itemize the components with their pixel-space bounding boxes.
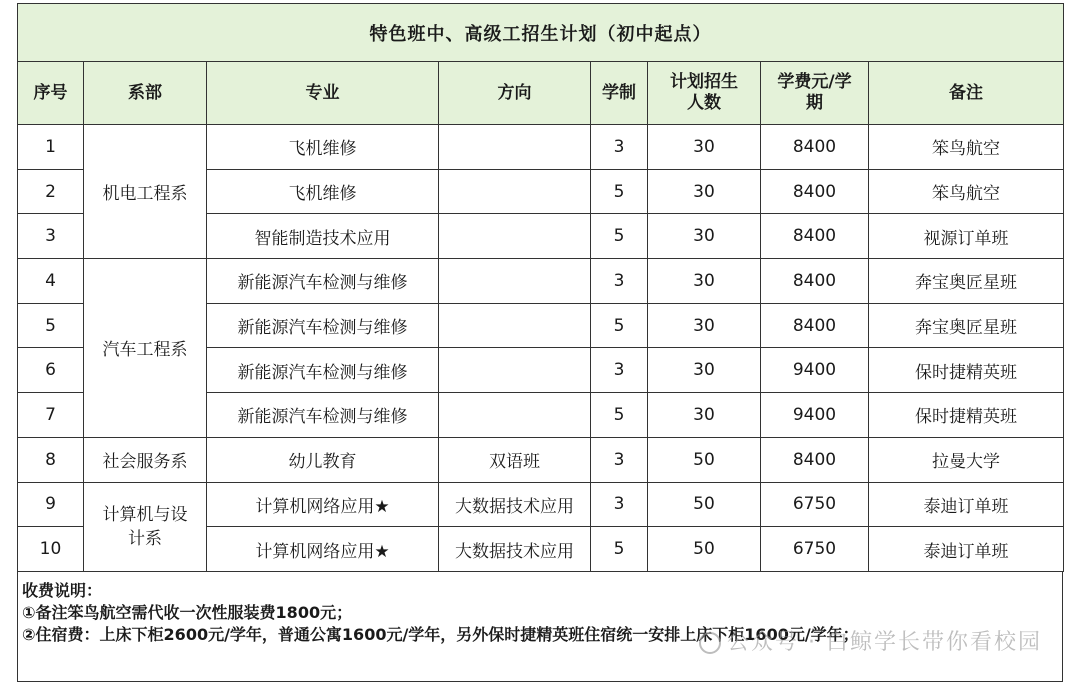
cell-note: 泰迪订单班 [869, 482, 1064, 527]
cell-note: 保时捷精英班 [869, 348, 1064, 393]
cell-index: 2 [18, 169, 84, 214]
cell-duration: 3 [591, 125, 648, 170]
cell-index: 8 [18, 437, 84, 482]
cell-plan: 30 [648, 214, 761, 259]
cell-duration: 5 [591, 527, 648, 572]
cell-fee: 6750 [761, 482, 869, 527]
notes-line-2: ②住宿费：上床下柜2600元/学年，普通公寓1600元/学年，另外保时捷精英班住宿统一安排上床下柜1600元/学年； [22, 624, 859, 644]
table-row [18, 437, 1064, 482]
cell-index: 6 [18, 348, 84, 393]
cell-department: 计算机与设计系 [84, 482, 207, 571]
cell-fee: 8400 [761, 259, 869, 304]
cell-note: 拉曼大学 [869, 437, 1064, 482]
cell-direction [439, 303, 591, 348]
cell-plan: 30 [648, 125, 761, 170]
cell-note: 奔宝奥匠星班 [869, 303, 1064, 348]
cell-duration: 3 [591, 437, 648, 482]
cell-department: 社会服务系 [84, 437, 207, 482]
table-row [18, 125, 1064, 170]
cell-duration: 5 [591, 214, 648, 259]
cell-direction [439, 348, 591, 393]
cell-fee: 6750 [761, 527, 869, 572]
cell-note: 笨鸟航空 [869, 125, 1064, 170]
cell-direction: 大数据技术应用 [439, 482, 591, 527]
cell-plan: 50 [648, 527, 761, 572]
cell-note: 奔宝奥匠星班 [869, 259, 1064, 304]
fee-notes [17, 572, 1063, 682]
cell-fee: 9400 [761, 393, 869, 438]
watermark [699, 629, 1042, 655]
cell-duration: 3 [591, 259, 648, 304]
wechat-icon [699, 632, 721, 654]
cell-fee: 8400 [761, 169, 869, 214]
cell-duration: 5 [591, 303, 648, 348]
cell-plan: 50 [648, 482, 761, 527]
header-department: 系部 [84, 62, 207, 125]
cell-duration: 3 [591, 482, 648, 527]
enrollment-table [17, 3, 1064, 572]
cell-plan: 30 [648, 303, 761, 348]
cell-plan: 30 [648, 169, 761, 214]
cell-direction [439, 393, 591, 438]
header-fee: 学费元/学期 [761, 62, 869, 125]
cell-department: 机电工程系 [84, 125, 207, 259]
cell-department: 汽车工程系 [84, 259, 207, 438]
cell-major: 计算机网络应用★ [207, 527, 439, 572]
cell-fee: 9400 [761, 348, 869, 393]
cell-major: 智能制造技术应用 [207, 214, 439, 259]
header-row [18, 62, 1064, 125]
cell-index: 1 [18, 125, 84, 170]
cell-major: 新能源汽车检测与维修 [207, 259, 439, 304]
cell-direction [439, 214, 591, 259]
cell-duration: 3 [591, 348, 648, 393]
cell-direction [439, 125, 591, 170]
cell-direction: 双语班 [439, 437, 591, 482]
cell-direction [439, 259, 591, 304]
cell-major: 新能源汽车检测与维修 [207, 393, 439, 438]
header-major: 专业 [207, 62, 439, 125]
watermark-text: 公众号 · 白鲸学长带你看校园 [727, 629, 1042, 655]
notes-line-1: ①备注笨鸟航空需代收一次性服装费1800元； [22, 602, 353, 622]
cell-fee: 8400 [761, 125, 869, 170]
cell-index: 10 [18, 527, 84, 572]
cell-index: 3 [18, 214, 84, 259]
cell-plan: 30 [648, 348, 761, 393]
cell-index: 4 [18, 259, 84, 304]
cell-note: 泰迪订单班 [869, 527, 1064, 572]
cell-major: 幼儿教育 [207, 437, 439, 482]
table-row [18, 259, 1064, 304]
cell-plan: 50 [648, 437, 761, 482]
cell-major: 新能源汽车检测与维修 [207, 303, 439, 348]
cell-direction: 大数据技术应用 [439, 527, 591, 572]
header-note: 备注 [869, 62, 1064, 125]
cell-index: 9 [18, 482, 84, 527]
header-direction: 方向 [439, 62, 591, 125]
cell-duration: 5 [591, 393, 648, 438]
cell-fee: 8400 [761, 214, 869, 259]
cell-note: 笨鸟航空 [869, 169, 1064, 214]
header-duration: 学制 [591, 62, 648, 125]
cell-index: 7 [18, 393, 84, 438]
table-row [18, 482, 1064, 527]
enrollment-plan-document [17, 3, 1063, 680]
cell-note: 保时捷精英班 [869, 393, 1064, 438]
cell-major: 新能源汽车检测与维修 [207, 348, 439, 393]
cell-direction [439, 169, 591, 214]
cell-major: 计算机网络应用★ [207, 482, 439, 527]
header-plan: 计划招生人数 [648, 62, 761, 125]
cell-major: 飞机维修 [207, 169, 439, 214]
cell-duration: 5 [591, 169, 648, 214]
cell-plan: 30 [648, 259, 761, 304]
notes-heading: 收费说明： [22, 580, 103, 600]
header-index: 序号 [18, 62, 84, 125]
cell-note: 视源订单班 [869, 214, 1064, 259]
cell-fee: 8400 [761, 303, 869, 348]
cell-index: 5 [18, 303, 84, 348]
cell-fee: 8400 [761, 437, 869, 482]
cell-major: 飞机维修 [207, 125, 439, 170]
cell-plan: 30 [648, 393, 761, 438]
table-title: 特色班中、高级工招生计划（初中起点） [18, 4, 1064, 62]
